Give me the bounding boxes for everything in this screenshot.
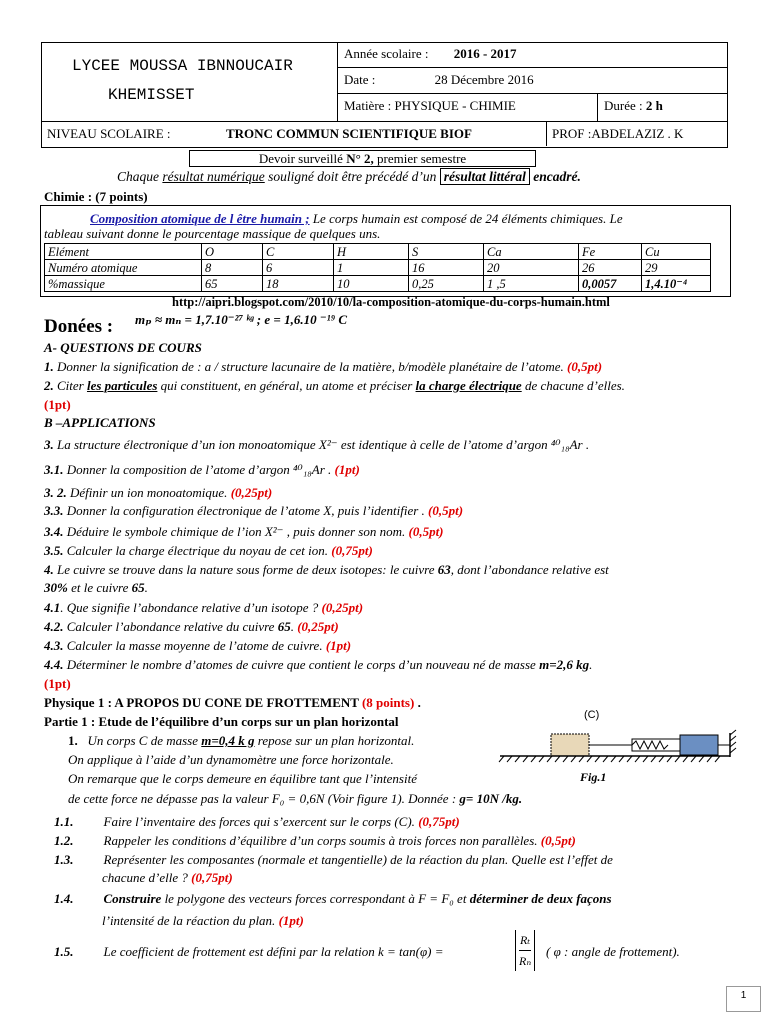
header-row-sep-2 <box>337 93 727 94</box>
q4-2: 4.2. Calculer l’abondance relative du cuivre 65. (0,25pt) <box>44 619 339 634</box>
header-row-sep-3 <box>41 121 727 122</box>
chimie-intro: Composition atomique de l être humain ; Le corps humain est composé de 24 éléments chimiques. Le <box>90 211 623 226</box>
figure-caption: Fig.1 <box>580 770 607 784</box>
section-a-title: A- QUESTIONS DE COURS <box>44 340 202 355</box>
chimie-intro-2: tableau suivant donne le pourcentage massique de quelques uns. <box>44 226 381 241</box>
date-row <box>344 72 534 88</box>
q4: 4. Le cuivre se trouve dans la nature sous forme de deux isotopes: le cuivre 63, dont l’abondance relative est <box>44 562 609 577</box>
q3-3: 3.3. Donner la configuration électronique de l’atome X, puis l’identifier . (0,5pt) <box>44 503 464 518</box>
matiere: Matière : PHYSIQUE - CHIMIE <box>344 98 516 113</box>
partie1-title: Partie 1 : Etude de l’équilibre d’un corps sur un plan horizontal <box>44 714 399 729</box>
school-name: LYCEE MOUSSA IBNNOUCAIR <box>72 57 293 75</box>
figure-label-c: (C) <box>584 709 600 721</box>
fraction-denominator: Rₙ <box>519 954 532 968</box>
prof-sep <box>546 121 547 146</box>
donnees-label: Donées : <box>44 316 114 337</box>
table-row: %massique 65 18 10 0,25 1 ,5 0,0057 1,4.10⁻⁴ <box>45 276 711 292</box>
duree-row <box>604 98 663 114</box>
q1: 1. Donner la signification de : a / structure lacunaire de la matière, b/modèle planétaire de l’atome. (0,5pt) <box>44 359 603 374</box>
q1-5-tail: ( φ : angle de frottement). <box>546 944 680 959</box>
q4-3: 4.3. Calculer la masse moyenne de l’atome de cuivre. (1pt) <box>44 638 352 653</box>
school-box <box>41 42 338 121</box>
p1-line1: 1. Un corps C de masse m=0,4 k g repose sur un plan horizontal. <box>68 733 415 748</box>
q1-4: 1.4. Construire le polygone des vecteurs forces correspondant à F = F₀ et déterminer de deux façons <box>54 891 612 906</box>
school-city: KHEMISSET <box>108 86 195 104</box>
q1-2: 1.2. Rappeler les conditions d’équilibre d’un corps soumis à trois forces non parallèles. (0,5pt) <box>54 833 576 848</box>
p1-line3: On remarque que le corps demeure en équilibre tant que l’intensité <box>68 771 417 786</box>
elements-table <box>44 243 711 292</box>
q3: 3. La structure électronique d’un ion monoatomique X²⁻ est identique à celle de l’atome d’argon ⁴⁰₁₈Ar . <box>44 437 590 452</box>
date-value: 28 Décembre 2016 <box>434 72 534 87</box>
friction-fraction <box>515 930 535 971</box>
instruction-line: Chaque résultat numérique souligné doit être précédé d’un résultat littéral encadré. <box>117 169 581 184</box>
prof-name: PROF :ABDELAZIZ . K <box>552 126 684 141</box>
p1-line2: On applique à l’aide d’un dynamomètre une force horizontale. <box>68 752 394 767</box>
q3-2: 3. 2. Définir un ion monoatomique. (0,25pt) <box>44 485 273 500</box>
q1-5: 1.5. Le coefficient de frottement est défini par la relation k = tan(φ) = <box>54 944 444 959</box>
page-number-box <box>726 986 761 1012</box>
q4-4: 4.4. Déterminer le nombre d’atomes de cuivre que contient le corps d’un nouveau né de masse m=2,6 kg. <box>44 657 593 672</box>
fraction-numerator: Rₜ <box>519 930 531 951</box>
q1-3-line2: chacune d’elle ? (0,75pt) <box>102 870 233 885</box>
q3-4: 3.4. Déduire le symbole chimique de l’ion X²⁻ , puis donner son nom. (0,5pt) <box>44 524 444 539</box>
q3-1: 3.1. Donner la composition de l’atome d’argon ⁴⁰₁₈Ar . (1pt) <box>44 462 360 477</box>
q1-4-line2: l’intensité de la réaction du plan. (1pt) <box>102 913 304 928</box>
q1-1: 1.1. Faire l’inventaire des forces qui s’exercent sur le corps (C). (0,75pt) <box>54 814 460 829</box>
duree-value: 2 h <box>645 98 663 113</box>
devoir-title: Devoir surveillé N° 2, premier semestre <box>189 150 536 167</box>
p1-line4: de cette force ne dépasse pas la valeur F₀ = 0,6N (Voir figure 1). Donnée : g= 10N /kg. <box>68 791 523 806</box>
q2-points: (1pt) <box>44 397 71 412</box>
annee-row <box>344 46 517 62</box>
page-number: 1 <box>740 990 747 1001</box>
donnees-value: mₚ ≈ mₙ = 1,7.10⁻²⁷ ᵏᵍ ; e = 1,6.10 ⁻¹⁹ C <box>135 312 348 327</box>
q4-4-points: (1pt) <box>44 676 71 691</box>
physique-title: Physique 1 : A PROPOS DU CONE DE FROTTEMENT (8 points) . <box>44 695 421 710</box>
duree-label: Durée : <box>604 98 643 113</box>
source-url[interactable]: http://aipri.blogspot.com/2010/10/la-composition-atomique-du-corps-humain.html <box>172 295 610 309</box>
chimie-title: Chimie : (7 points) <box>44 189 148 204</box>
table-row: Numéro atomique 8 6 1 16 20 26 29 <box>45 260 711 276</box>
section-b-title: B –APPLICATIONS <box>44 415 156 430</box>
niveau-label: NIVEAU SCOLAIRE : <box>47 126 171 141</box>
date-label: Date : <box>344 72 376 87</box>
annee-label: Année scolaire : <box>344 46 429 61</box>
q3-5: 3.5. Calculer la charge électrique du noyau de cet ion. (0,75pt) <box>44 543 373 558</box>
q1-3: 1.3. Représenter les composantes (normale et tangentielle) de la réaction du plan. Quelle est l’effet de <box>54 852 613 867</box>
niveau-value: TRONC COMMUN SCIENTIFIQUE BIOF <box>226 126 472 141</box>
q4-1: 4.1. Que signifie l’abondance relative d’un isotope ? (0,25pt) <box>44 600 364 615</box>
dynamometer-diagram <box>496 722 741 792</box>
figure-1 <box>496 706 741 791</box>
q2: 2. Citer les particules qui constituent, en général, un atome et préciser la charge électrique de chacune d’elles. <box>44 378 625 393</box>
header-row-sep-1 <box>337 67 727 68</box>
duree-sep <box>597 93 598 121</box>
annee-value: 2016 - 2017 <box>453 46 517 61</box>
table-row: Elément O C H S Ca Fe Cu <box>45 244 711 260</box>
q4-line2: 30% et le cuivre 65. <box>44 580 148 595</box>
